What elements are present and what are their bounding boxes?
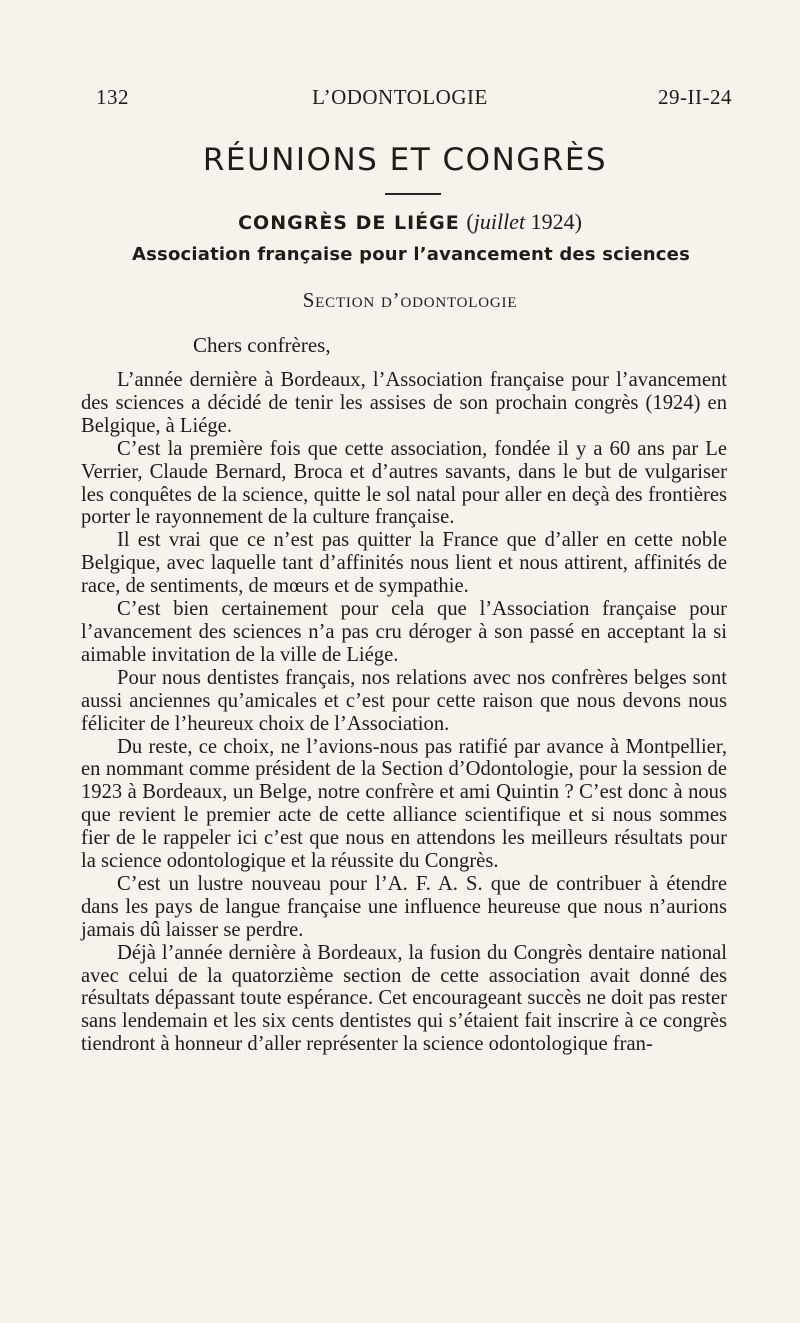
journal-title: L’ODONTOLOGIE: [312, 85, 488, 109]
title-divider: [385, 193, 441, 195]
paragraph: Pour nous dentistes français, nos relations avec nos confrères belges sont aussi anciennes qu’amicales et c’est pour cette raison que nous devons nous féliciter de l’heureux choix de l’Association.: [81, 666, 727, 735]
paragraph: Déjà l’année dernière à Bordeaux, la fusion du Congrès dentaire national avec celui de la quatorzième section de cette association avait donné des résultats dépassant toute espérance. Cet encourageant succès ne doit pas rester sans lendemain et les six cents dentistes qui s’étaient fait inscrire à ce congrès tiendront à honneur d’aller représenter la science odontologique fran-: [81, 941, 727, 1056]
congress-heading: [0, 209, 800, 235]
section-heading: Section d’odontologie: [302, 288, 518, 312]
running-header: [0, 85, 800, 115]
page-number: 132: [96, 85, 129, 109]
paragraph: Il est vrai que ce n’est pas quitter la France que d’aller en cette noble Belgique, avec laquelle tant d’affinités nous lient et nous attirent, affinités de race, de sentiments, de mœurs et de sympathie.: [81, 529, 727, 598]
page-title: RÉUNIONS ET CONGRÈS: [202, 142, 608, 178]
congress-name: CONGRÈS DE LIÉGE: [238, 212, 460, 234]
issue-date: 29-II-24: [658, 85, 732, 109]
congress-date: (juillet 1924): [466, 209, 582, 234]
paragraph: L’année dernière à Bordeaux, l’Association française pour l’avancement des sciences a décidé de tenir les assises de son prochain congrès (1924) en Belgique, à Liége.: [81, 369, 727, 437]
salutation: Chers confrères,: [193, 333, 331, 357]
paragraph: C’est bien certainement pour cela que l’Association française pour l’avancement des sciences n’a pas cru déroger à son passé en acceptant la si aimable invitation de la ville de Liége.: [81, 598, 727, 666]
paragraph: C’est la première fois que cette association, fondée il y a 60 ans par Le Verrier, Claude Bernard, Broca et d’autres savants, dans le but de vulgariser les conquêtes de la science, quitte le sol natal pour aller en deçà des frontières porter le rayonnement de la culture française.: [81, 437, 727, 529]
paragraph: Du reste, ce choix, ne l’avions-nous pas ratifié par avance à Montpellier, en nommant comme président de la Section d’Odontologie, pour la session de 1923 à Bordeaux, un Belge, notre confrère et ami Quintin ? C’est donc à nous que revient le premier acte de cette alliance scientifique et si nous sommes fier de le rappeler ici c’est que nous en attendons les meilleurs résultats pour la science odontologique et la réussite du Congrès.: [81, 735, 727, 873]
article-body: [81, 369, 727, 1056]
paragraph: C’est un lustre nouveau pour l’A. F. A. S. que de contribuer à étendre dans les pays de langue française une influence heureuse que nous n’aurions jamais dû laisser se perdre.: [81, 872, 727, 941]
association-heading: Association française pour l’avancement des sciences: [131, 244, 690, 265]
